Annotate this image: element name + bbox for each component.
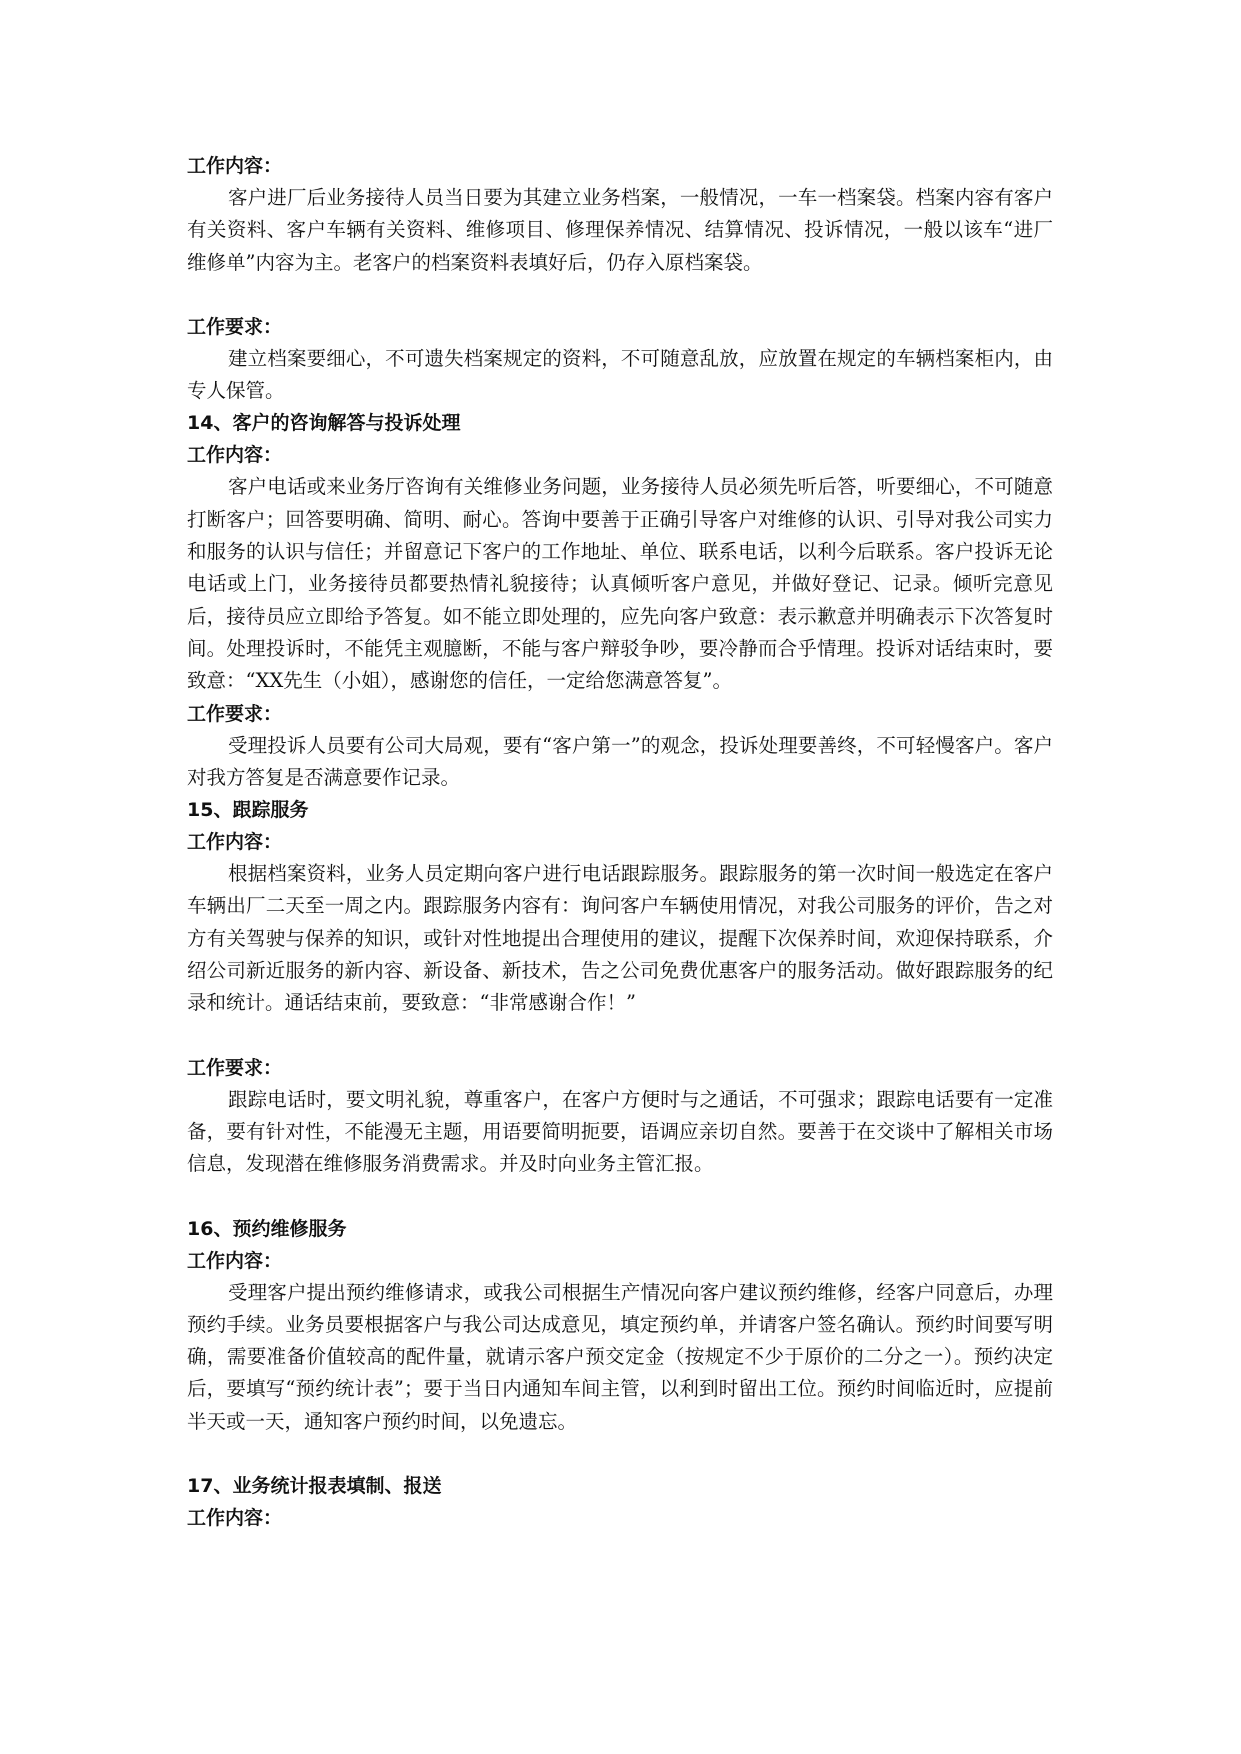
document-body: [187, 150, 1053, 1534]
section-heading: 工作内容：: [187, 444, 283, 467]
section-title: 15、跟踪服务: [187, 799, 309, 822]
section-heading: 工作内容：: [187, 155, 283, 177]
section-heading: 工作内容：: [187, 1507, 283, 1530]
spacer: [187, 1181, 1053, 1213]
section-heading: 工作要求：: [187, 702, 283, 725]
section-heading: 工作要求：: [187, 315, 283, 338]
spacer: [187, 1020, 1053, 1052]
spacer: [187, 1438, 1053, 1470]
spacer: [187, 279, 1053, 311]
paragraph: 受理投诉人员要有公司大局观，要有“客户第一”的观念，投诉处理要善终，不可轻慢客户。客户对我方答复是否满意要作记录。: [187, 733, 1053, 789]
paragraph: 建立档案要细心，不可遗失档案规定的资料，不可随意乱放，应放置在规定的车辆档案柜内，由专人保管。: [187, 346, 1053, 403]
section-title: 14、客户的咨询解答与投诉处理: [187, 412, 461, 435]
section-heading: 工作要求：: [187, 1056, 283, 1079]
section-heading: 工作内容：: [187, 831, 283, 854]
paragraph: 受理客户提出预约维修请求，或我公司根据生产情况向客户建议预约维修，经客户同意后，办理预约手续。业务员要根据客户与我公司达成意见，填定预约单，并请客户签名确认。预约时间要写明确，需要准备价值较高的配件量，就请示客户预交定金（按规定不少于原价的二分之一）。预约决定后，要填写“预约统计表”；要于当日内通知车间主管，以利到时留出工位。预约时间临近时，应提前半天或一天，通知客户预约时间，以免遗忘。: [187, 1280, 1053, 1433]
paragraph: 客户进厂后业务接待人员当日要为其建立业务档案，一般情况，一车一档案袋。档案内容有客户有关资料、客户车辆有关资料、维修项目、修理保养情况、结算情况、投诉情况，一般以该车“进厂维修单”内容为主。老客户的档案资料表填好后，仍存入原档案袋。: [187, 186, 1053, 274]
section-title: 16、预约维修服务: [187, 1217, 347, 1240]
paragraph: 跟踪电话时，要文明礼貌，尊重客户，在客户方便时与之通话，不可强求；跟踪电话要有一定准备，要有针对性，不能漫无主题，用语要简明扼要，语调应亲切自然。要善于在交谈中了解相关市场信息，发现潜在维修服务消费需求。并及时向业务主管汇报。: [187, 1087, 1053, 1176]
paragraph: 根据档案资料，业务人员定期向客户进行电话跟踪服务。跟踪服务的第一次时间一般选定在客户车辆出厂二天至一周之内。跟踪服务内容有：询问客户车辆使用情况，对我公司服务的评价，告之对方有关驾驶与保养的知识，或针对性地提出合理使用的建议，提醒下次保养时间，欢迎保持联系，介绍公司新近服务的新内容、新设备、新技术，告之公司免费优惠客户的服务活动。做好跟踪服务的纪录和统计。通话结束前，要致意：“非常感谢合作！”: [187, 862, 1053, 1015]
section-title: 17、业务统计报表填制、报送: [187, 1475, 442, 1498]
paragraph: 客户电话或来业务厅咨询有关维修业务问题，业务接待人员必须先听后答，听要细心，不可随意打断客户；回答要明确、简明、耐心。答询中要善于正确引导客户对维修的认识、引导对我公司实力和服务的认识与信任；并留意记下客户的工作地址、单位、联系电话，以利今后联系。客户投诉无论电话或上门，业务接待员都要热情礼貌接待；认真倾听客户意见，并做好登记、记录。倾听完意见后，接待员应立即给予答复。如不能立即处理的，应先向客户致意：表示歉意并明确表示下次答复时间。处理投诉时，不能凭主观臆断，不能与客户辩驳争吵，要冷静而合乎情理。投诉对话结束时，要致意：“XX先生（小姐），感谢您的信任，一定给您满意答复”。: [187, 475, 1053, 693]
section-heading: 工作内容：: [187, 1249, 283, 1272]
